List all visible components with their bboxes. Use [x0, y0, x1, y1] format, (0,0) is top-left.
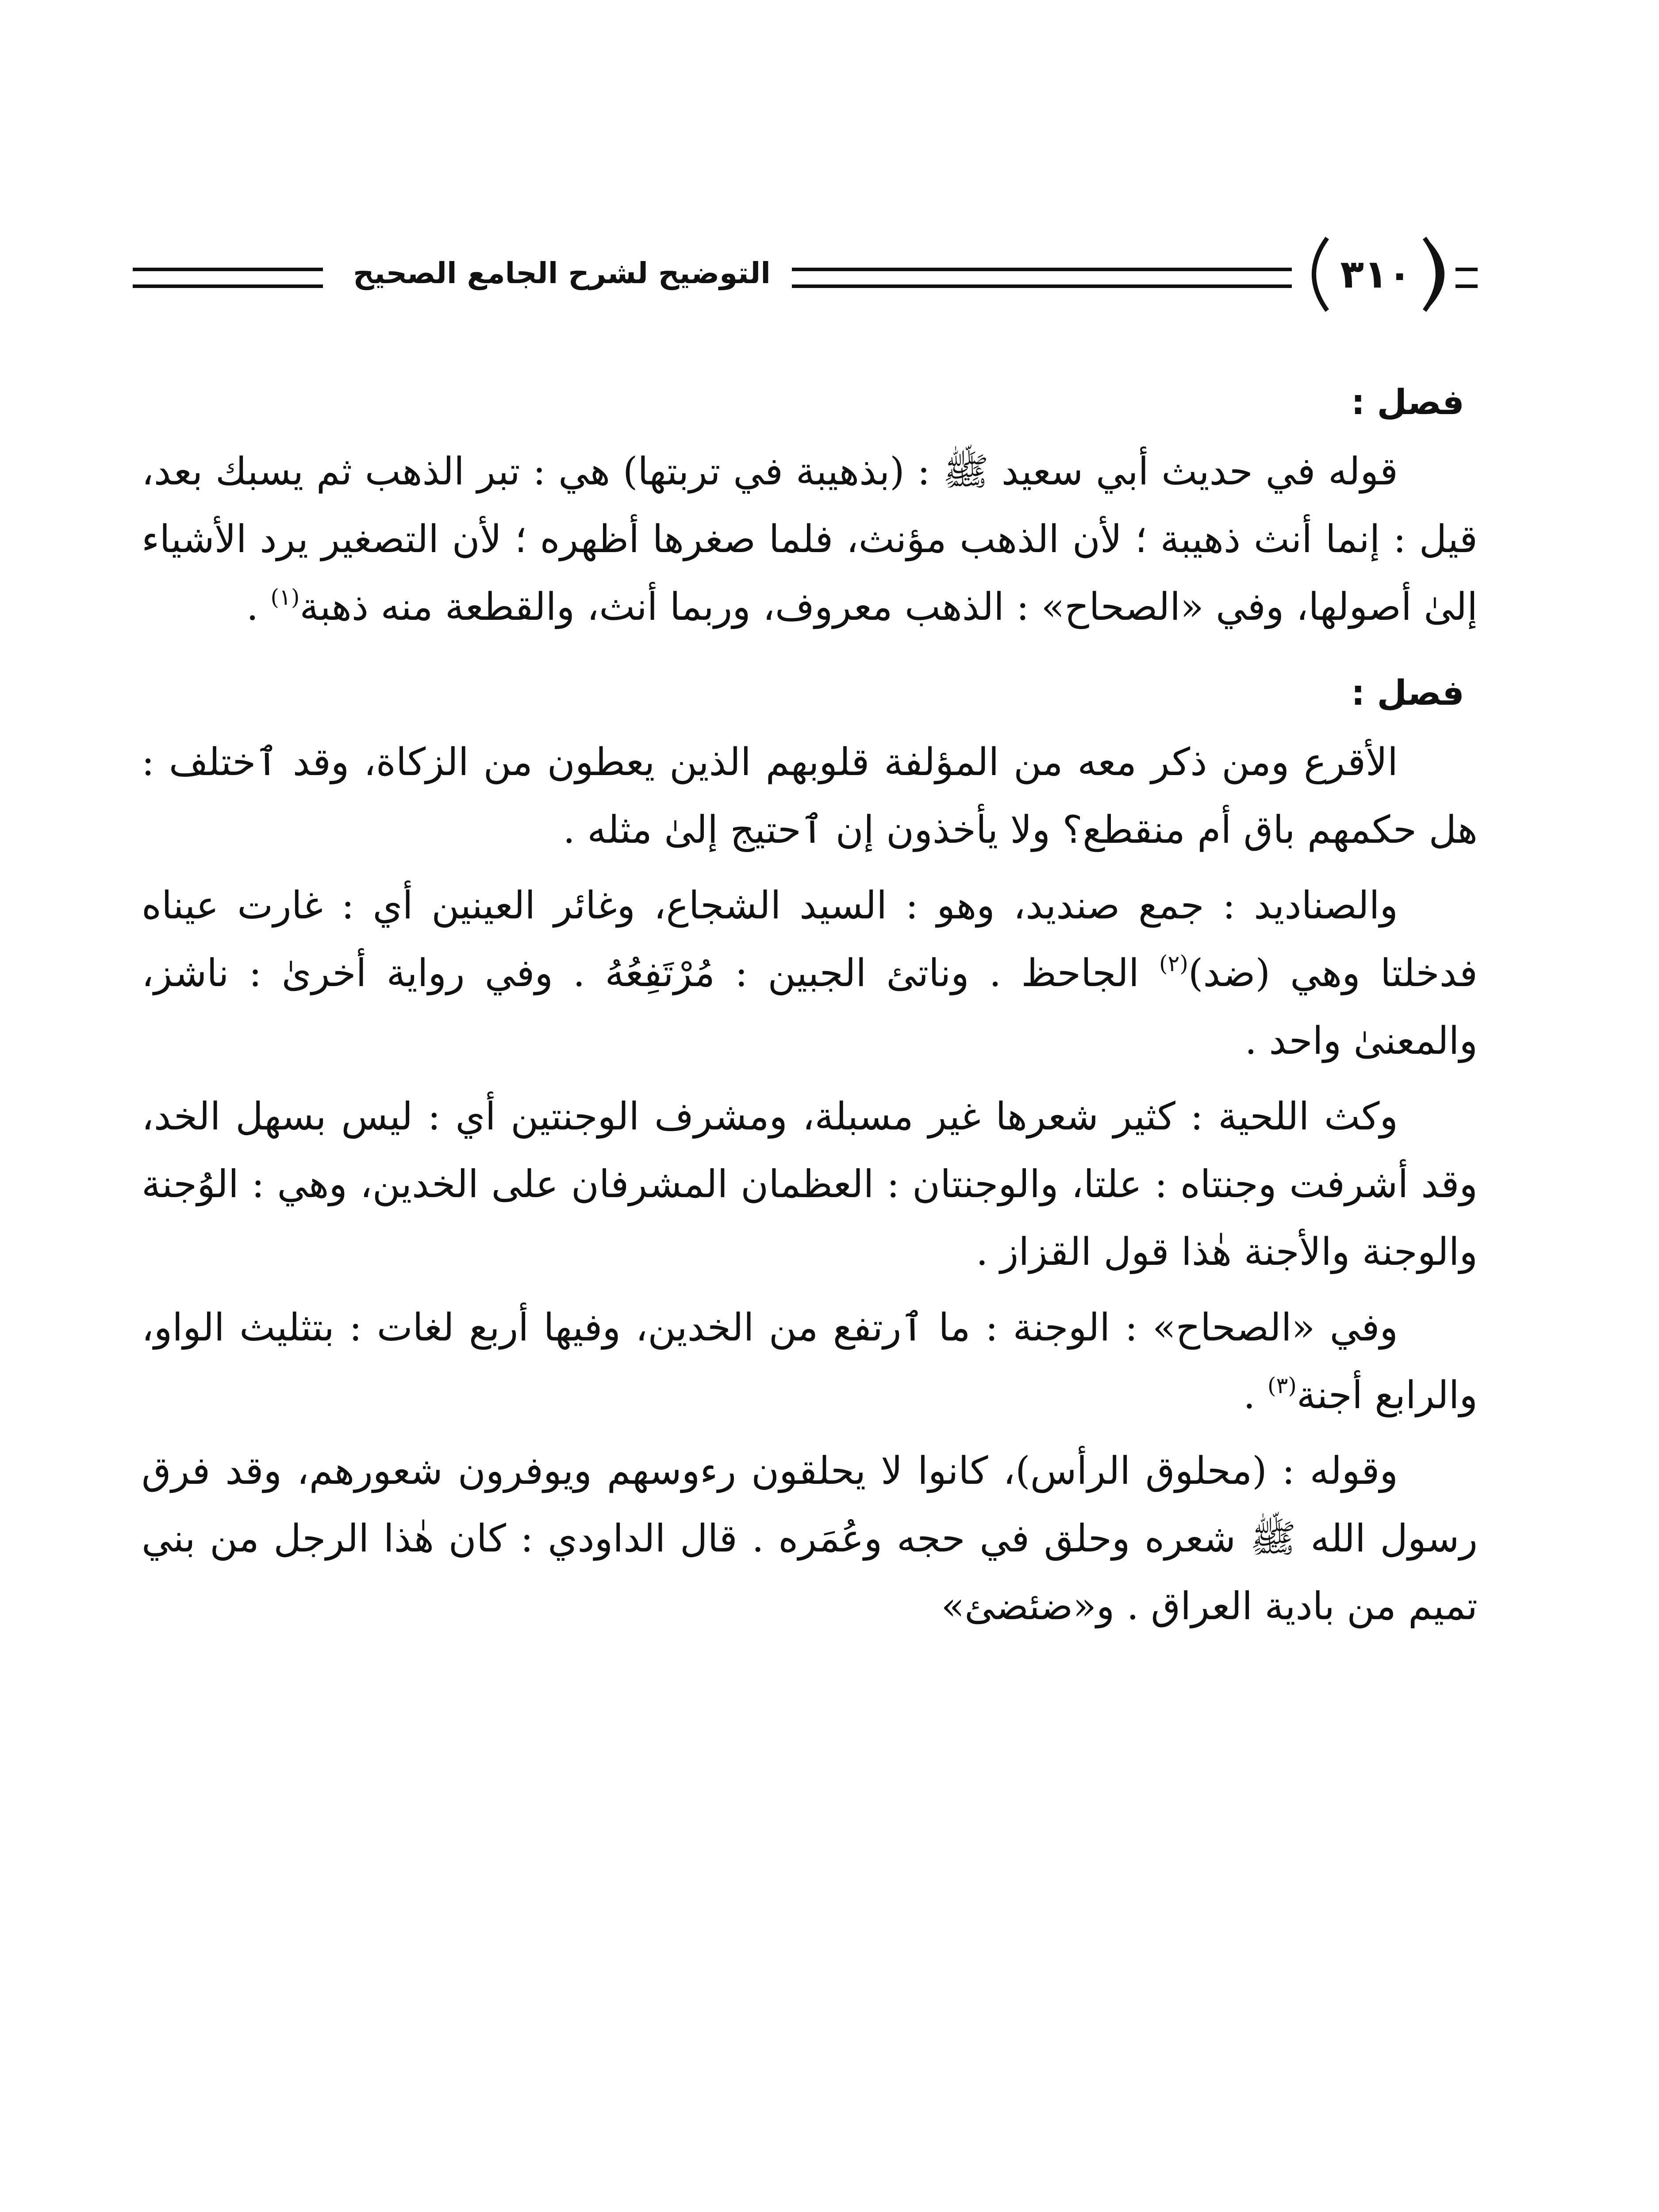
section-2	[142, 658, 1478, 1640]
header-rule-left	[133, 268, 323, 288]
main-text	[142, 367, 1478, 1648]
paragraph-text: وكث اللحية : كثير شعرها غير مسبلة، ومشرف الوجنتين أي : ليس بسهل الخد، وقد أشرفت وجنتاه : علتا، والوجنتان : العظمان المشرفان على الخدين، وهي : الوُجنة والوجنة والأجنة هٰذا قول القزاز .	[142, 1094, 1478, 1274]
paragraph-tail: الجاحظ . وناتئ الجبين : مُرْتَفِعُهُ . وفي رواية أخرىٰ : ناشز، والمعنىٰ واحد .	[142, 951, 1478, 1063]
footnote-marker[interactable]: (١)	[270, 584, 300, 610]
running-header	[133, 230, 1478, 319]
section-heading: فصل :	[1351, 383, 1464, 422]
paragraph-text: والصناديد : جمع صنديد، وهو : السيد الشجاع، وغائر العينين أي : غارت عيناه فدخلتا وهي (ضد)	[142, 883, 1478, 995]
paragraph	[142, 872, 1478, 1075]
paragraph-tail: .	[246, 585, 271, 629]
paragraph-tail: .	[1243, 1373, 1267, 1417]
running-title: التوضيح لشرح الجامع الصحيح	[353, 256, 771, 290]
paragraph-text: قوله في حديث أبي سعيد ﷺ : (بذهيبة في تربتها) هي : تبر الذهب ثم يسبك بعد، قيل : إنما أنث ذهيبة ؛ لأن الذهب مؤنث، فلما صغرها أظهره ؛ لأن التصغير يرد الأشياء إلىٰ أصولها، وفي «الصحاح» : الذهب معروف، وربما أنث، والقطعة منه ذهبة	[142, 449, 1478, 629]
paragraph-text: وقوله : (محلوق الرأس)، كانوا لا يحلقون رءوسهم ويوفرون شعورهم، وقد فرق رسول الله ﷺ شعره وحلق في حجه وعُمَره . قال الداودي : كان هٰذا الرجل من بني تميم من بادية العراق . و«ضئضئ»	[142, 1449, 1478, 1628]
footnote-marker[interactable]: (٢)	[1159, 951, 1188, 976]
paragraph	[142, 438, 1478, 641]
page-number-badge	[1296, 230, 1455, 319]
footnote-marker[interactable]: (٣)	[1267, 1373, 1297, 1398]
paragraph-text: وفي «الصحاح» : الوجنة : ما ٱرتفع من الخدين، وفيها أربع لغات : بتثليث الواو، والرابع أجنة	[142, 1306, 1478, 1417]
paragraph	[142, 1437, 1478, 1640]
paragraph	[142, 1294, 1478, 1429]
paragraph	[142, 1083, 1478, 1286]
section-1	[142, 367, 1478, 641]
paragraph	[142, 729, 1478, 864]
section-heading: فصل :	[1351, 673, 1464, 713]
page-number: ٣١٠	[1340, 251, 1412, 297]
paragraph-text: الأقرع ومن ذكر معه من المؤلفة قلوبهم الذين يعطون من الزكاة، وقد ٱختلف : هل حكمهم باق أم منقطع؟ ولا يأخذون إن ٱحتيج إلىٰ مثله .	[142, 740, 1478, 852]
header-rule-right	[1455, 268, 1478, 288]
header-rule-middle	[792, 268, 1292, 288]
